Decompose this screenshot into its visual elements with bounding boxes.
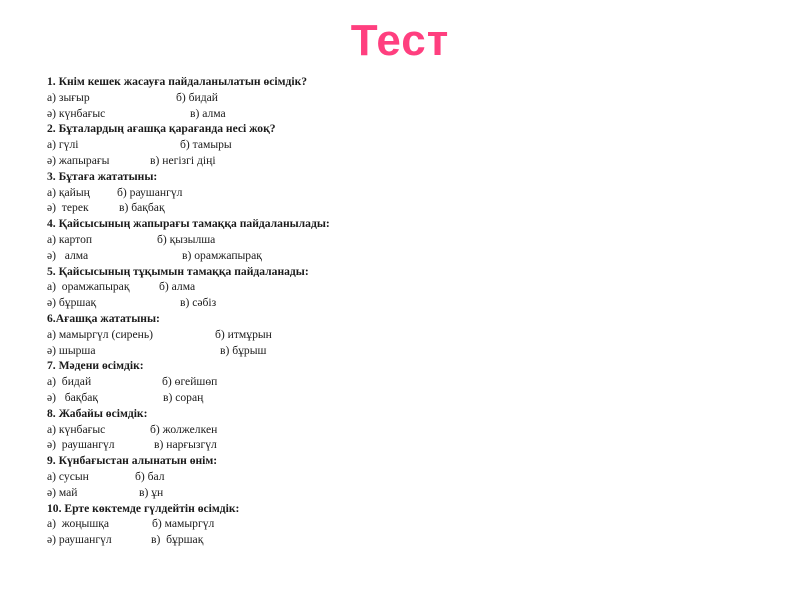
question-7: 7. Мәдени өсімдік: [47, 359, 144, 373]
question-3-options-row-2 [47, 200, 767, 216]
question-9-options-row-2 [47, 485, 767, 501]
question-10: 10. Ерте көктемде гүлдейтін өсімдік: [47, 501, 240, 515]
question-10-options-row-2 [47, 532, 767, 548]
question-2-options-row-2 [47, 153, 767, 169]
option-a[interactable]: а) сусын [47, 469, 89, 483]
question-3-options-row-1 [47, 185, 767, 201]
question-1-options-row-1 [47, 90, 767, 106]
option-ae[interactable]: ә) жапырағы [47, 153, 110, 167]
option-v[interactable]: в) сораң [163, 390, 204, 404]
option-a[interactable]: а) жоңышқа [47, 517, 110, 531]
option-ae[interactable]: ә) бақбақ [47, 390, 99, 404]
question-4: 4. Қайсысының жапырағы тамаққа пайдаланылады: [47, 217, 330, 231]
option-b[interactable]: б) өгейшөп [162, 375, 218, 389]
option-b[interactable]: б) бидай [176, 90, 219, 104]
option-v[interactable]: в) сәбіз [180, 296, 217, 310]
question-2-options-row-1 [47, 137, 767, 153]
question-8-options-row-1 [47, 422, 767, 438]
question-5: 5. Қайсысының тұқымын тамаққа пайдаланады: [47, 264, 309, 278]
option-b[interactable]: б) мамыргүл [152, 517, 215, 531]
option-b[interactable]: б) бал [135, 469, 165, 483]
option-a[interactable]: а) картоп [47, 232, 93, 246]
option-b[interactable]: б) раушангүл [117, 185, 183, 199]
question-9-options-row-1 [47, 469, 767, 485]
question-9: 9. Күнбағыстан алынатын өнім: [47, 454, 218, 468]
option-v[interactable]: в) нарғызгүл [154, 438, 217, 452]
option-ae[interactable]: ә) шырша [47, 343, 96, 357]
option-a[interactable]: а) қайың [47, 185, 90, 199]
question-10-options-row-1 [47, 516, 767, 532]
option-b[interactable]: б) тамыры [180, 138, 232, 152]
option-ae[interactable]: ә) бұршақ [47, 296, 97, 310]
option-b[interactable]: б) итмұрын [215, 327, 272, 341]
option-v[interactable]: в) бақбақ [119, 201, 165, 215]
option-b[interactable]: б) жолжелкен [150, 422, 218, 436]
question-4-options-row-2 [47, 248, 767, 264]
question-1: 1. Кнім кешек жасауға пайдаланылатын өсімдік? [47, 75, 308, 88]
option-a[interactable]: а) күнбағыс [47, 422, 106, 436]
question-8: 8. Жабайы өсімдік: [47, 406, 148, 420]
test-questions [47, 74, 767, 548]
question-3: 3. Бұтаға жататыны: [47, 169, 158, 183]
question-2: 2. Бұталардың ағашқа қарағанда несі жоқ? [47, 122, 276, 136]
option-ae[interactable]: ә) раушангүл [47, 438, 115, 452]
option-v[interactable]: в) ұн [139, 485, 164, 499]
option-a[interactable]: а) бидай [47, 375, 92, 389]
page-title: Тест [350, 16, 450, 65]
option-a[interactable]: а) зығыр [47, 90, 90, 104]
option-b[interactable]: б) алма [159, 280, 196, 294]
option-v[interactable]: в) бұршақ [151, 533, 204, 547]
option-v[interactable]: в) алма [190, 106, 226, 120]
question-6-options-row-1 [47, 327, 767, 343]
option-b[interactable]: б) қызылша [157, 232, 216, 246]
question-1-options-row-2 [47, 106, 767, 122]
option-ae[interactable]: ә) терек [47, 201, 89, 215]
option-ae[interactable]: ә) май [47, 485, 78, 499]
option-ae[interactable]: ә) раушангүл [47, 533, 112, 547]
question-7-options-row-2 [47, 390, 767, 406]
option-a[interactable]: а) гүлі [47, 138, 79, 152]
question-5-options-row-1 [47, 279, 767, 295]
option-a[interactable]: а) мамыргүл (сирень) [47, 327, 153, 341]
question-6-options-row-2 [47, 343, 767, 359]
question-7-options-row-1 [47, 374, 767, 390]
option-ae[interactable]: ә) күнбағыс [47, 106, 106, 120]
option-v[interactable]: в) бұрыш [220, 343, 267, 357]
option-v[interactable]: в) негізгі діңі [150, 153, 216, 167]
option-ae[interactable]: ә) алма [47, 248, 89, 262]
question-5-options-row-2 [47, 295, 767, 311]
question-8-options-row-2 [47, 437, 767, 453]
option-a[interactable]: а) орамжапырақ [47, 280, 130, 294]
option-v[interactable]: в) орамжапырақ [182, 248, 262, 262]
question-4-options-row-1 [47, 232, 767, 248]
question-6: 6.Ағашқа жататыны: [47, 311, 160, 325]
